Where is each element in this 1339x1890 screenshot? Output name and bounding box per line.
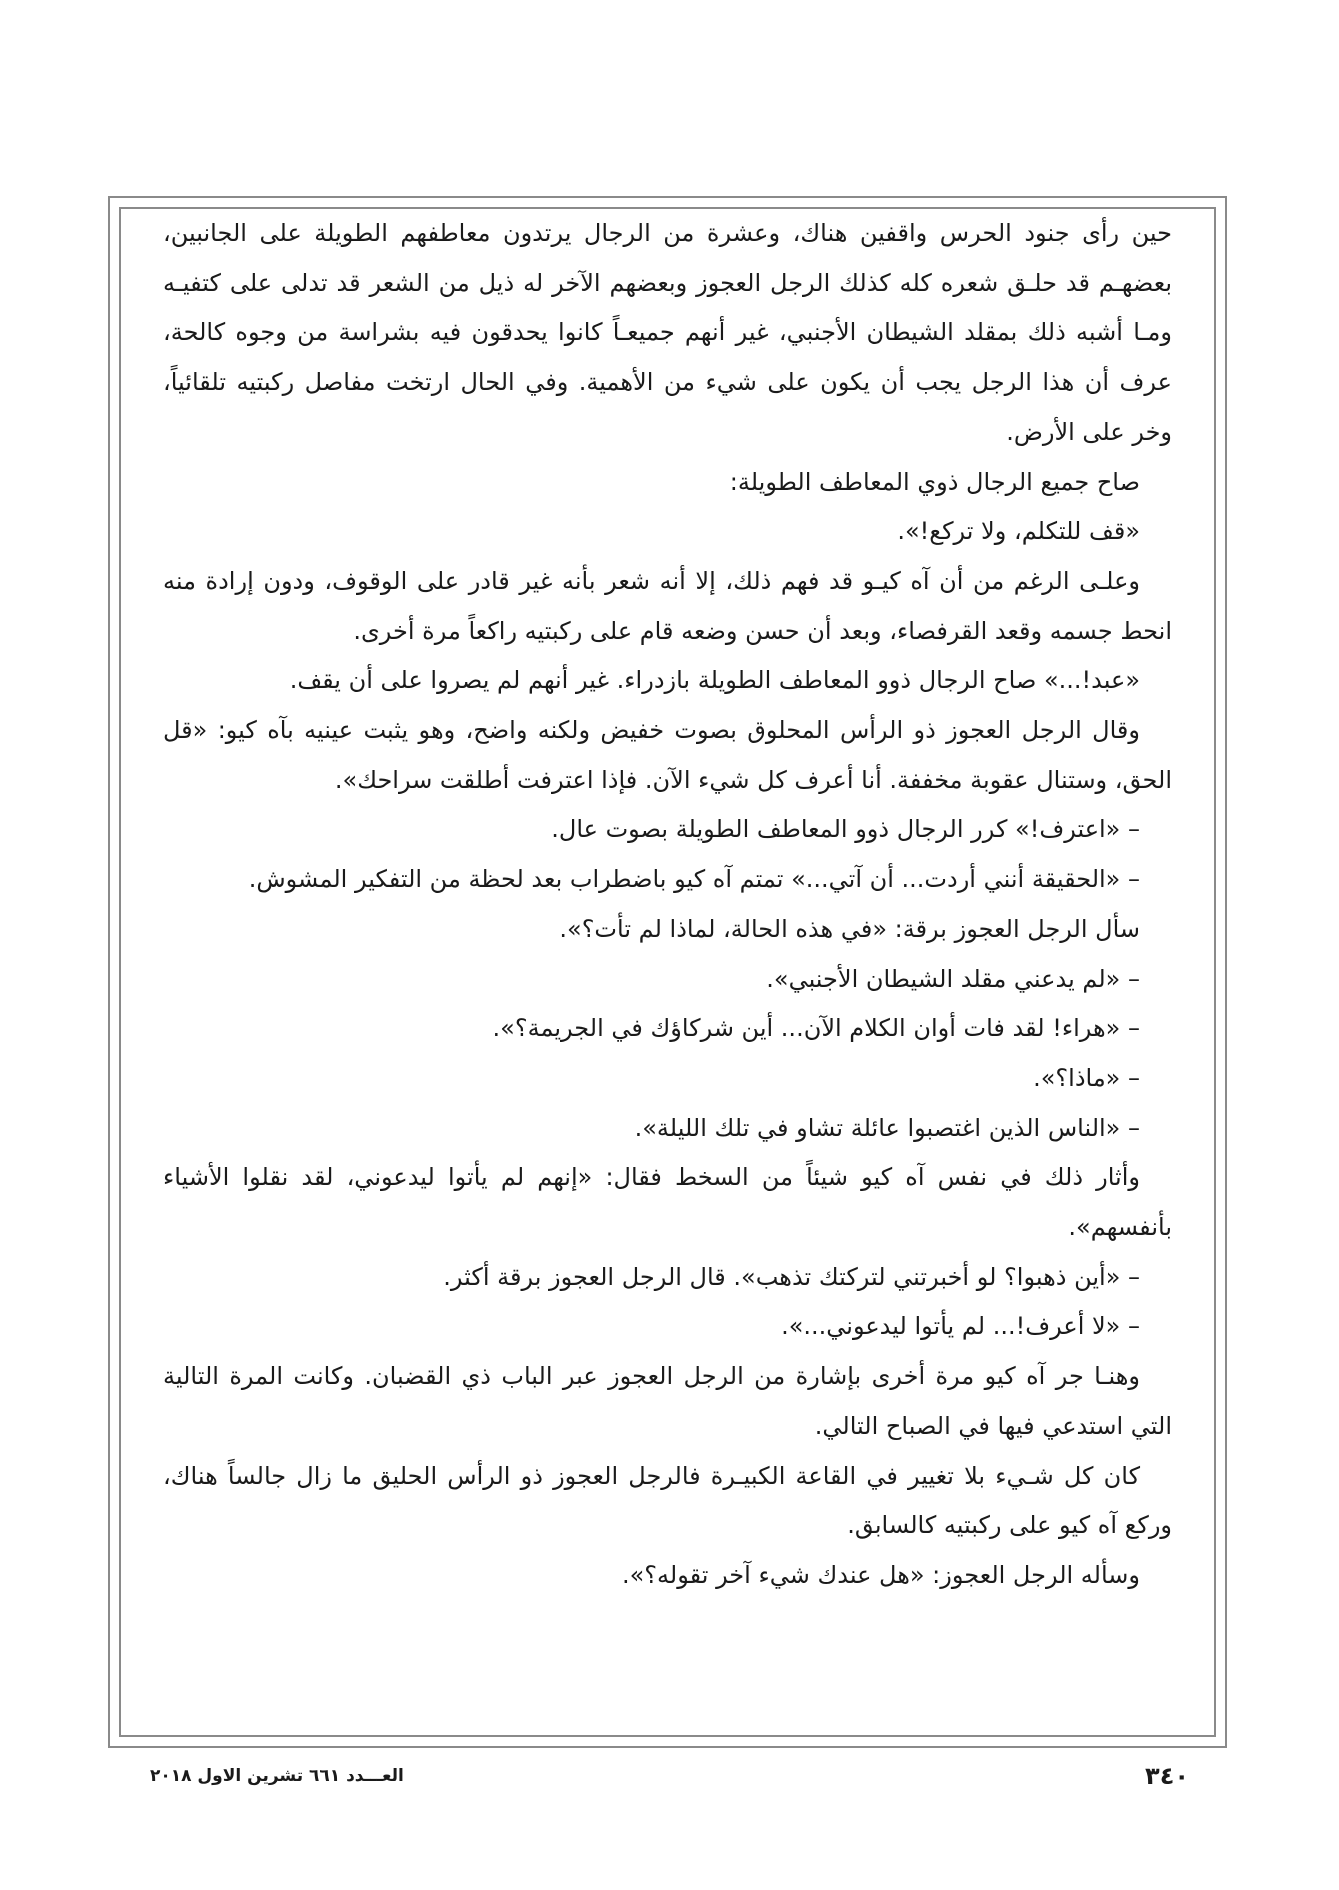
paragraph: «عبد!...» صاح الرجال ذوو المعاطف الطويلة بازدراء. غير أنهم لم يصروا على أن يقف. <box>289 666 1140 695</box>
paragraph: – «أين ذهبوا؟ لو أخبرتني لتركتك تذهب». قال الرجل العجوز برقة أكثر. <box>443 1262 1140 1291</box>
page-border-inner <box>119 207 1216 1737</box>
paragraph: – «هراء! لقد فات أوان الكلام الآن... أين شركاؤك في الجريمة؟». <box>492 1014 1140 1043</box>
article-body <box>163 209 1172 1601</box>
paragraph: وعلـى الرغم من أن آه كيـو قد فهم ذلك، إلا أنه شعر بأنه غير قادر على الوقوف، ودون إرادة منه انحط جسمه وقعد القرفصاء، وبعد أن حسن وضعه قام على ركبتيه راكعاً مرة أخرى. <box>163 566 1172 645</box>
paragraph: وهنـا جر آه كيو مرة أخرى بإشارة من الرجل العجوز عبر الباب ذي القضبان. وكانت المرة التالية التي استدعي فيها في الصباح التالي. <box>163 1362 1172 1440</box>
paragraph: – «لم يدعني مقلد الشيطان الأجنبي». <box>766 964 1140 993</box>
page-border-outer <box>108 196 1227 1748</box>
paragraph: كان كل شـيء بلا تغيير في القاعة الكبيـرة فالرجل العجوز ذو الرأس الحليق ما زال جالساً هناك، وركع آه كيو على ركبتيه كالسابق. <box>163 1461 1172 1540</box>
paragraph: حين رأى جنود الحرس واقفين هناك، وعشرة من الرجال يرتدون معاطفهم الطويلة على الجانبين، بعضهـم قد حلـق شعره كله كذلك الرجل العجوز وبعضهم الآخر له ذيل من الشعر قد تدلى على كتفيـه ومـا أشبه ذلك بمقلد الشيطان الأجنبي، غير أنهم جميعـاً كانوا يحدقون فيه بشراسة من وجوه كالحة، عرف أن هذا الرجل يجب أن يكون على شيء من الأهمية. وفي الحال ارتخت مفاصل ركبتيه تلقائياً، وخر على الأرض. <box>163 219 1172 446</box>
paragraph: – «لا أعرف!... لم يأتوا ليدعوني...». <box>781 1312 1140 1341</box>
paragraph: وقال الرجل العجوز ذو الرأس المحلوق بصوت خفيض ولكنه واضح، وهو يثبت عينيه بآه كيو: «قل الحق، وستنال عقوبة مخففة. أنا أعرف كل شيء الآن. فإذا اعترفت أطلقت سراحك». <box>163 716 1172 794</box>
paragraph: سأل الرجل العجوز برقة: «في هذه الحالة، لماذا لم تأت؟». <box>559 914 1140 943</box>
paragraph: – «الناس الذين اغتصبوا عائلة تشاو في تلك الليلة». <box>634 1113 1140 1142</box>
paragraph: – «الحقيقة أنني أردت... أن آتي...» تمتم آه كيو باضطراب بعد لحظة من التفكير المشوش. <box>248 865 1140 894</box>
paragraph: «قف للتكلم، ولا تركع!». <box>897 517 1140 546</box>
issue-info: العـــدد ٦٦١ تشرين الاول ٢٠١٨ <box>150 1766 404 1786</box>
paragraph: وسأله الرجل العجوز: «هل عندك شيء آخر تقوله؟». <box>621 1560 1140 1589</box>
page-number: ٣٤٠ <box>1145 1762 1189 1790</box>
page-footer <box>150 1762 1189 1792</box>
paragraph: صاح جميع الرجال ذوي المعاطف الطويلة: <box>729 467 1140 496</box>
paragraph: – «ماذا؟». <box>1033 1063 1140 1092</box>
paragraph: – «اعترف!» كرر الرجال ذوو المعاطف الطويلة بصوت عال. <box>551 815 1140 844</box>
paragraph: وأثار ذلك في نفس آه كيو شيئاً من السخط فقال: «إنهم لم يأتوا ليدعوني، لقد نقلوا الأشياء بأنفسهم». <box>163 1163 1172 1242</box>
